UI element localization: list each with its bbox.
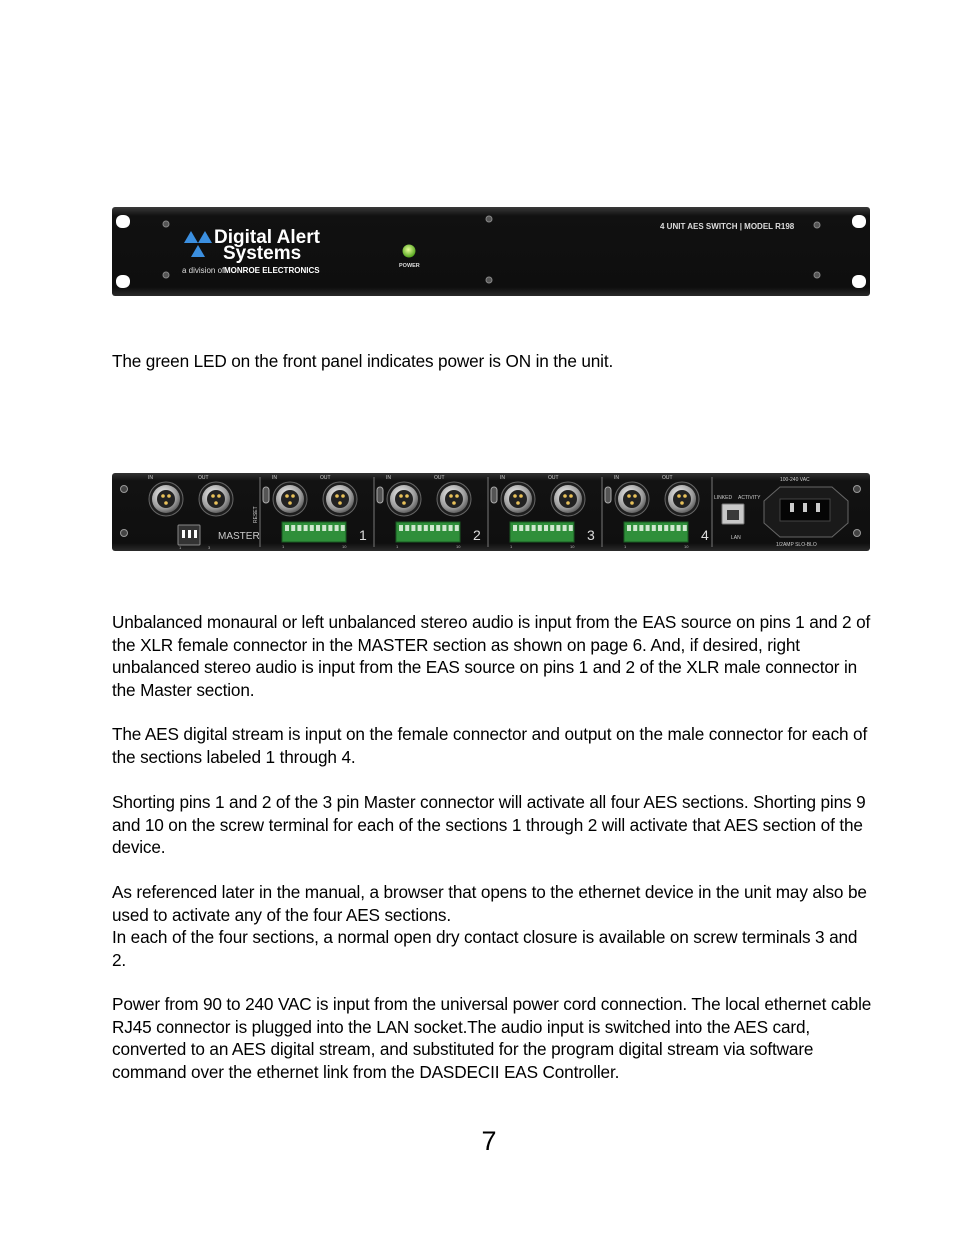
brand-line1: Digital Alert	[214, 227, 320, 248]
section-2-terminal-screw	[411, 525, 415, 531]
lan-activity-label: ACTIVITY	[738, 495, 761, 501]
section-4-terminal-screw	[683, 525, 687, 531]
section-3-terminal-screw	[556, 525, 560, 531]
front-panel-caption: The green LED on the front panel indicates power is ON in the unit.	[112, 351, 614, 371]
section-1-xlr-female-insert	[281, 490, 299, 508]
section-4-terminal-screw	[639, 525, 643, 531]
section-4-terminal-screw	[646, 525, 650, 531]
section-4-xlr-male-insert	[673, 490, 691, 508]
section-4-pin-end: 10	[684, 544, 689, 549]
section-2-terminal-screw	[436, 525, 440, 531]
section-4-xlr-female-pin-1	[627, 494, 631, 498]
master-xlr-male-pin-3	[214, 501, 218, 505]
section-1-number: 1	[359, 527, 367, 543]
section-1-terminal-screw	[297, 525, 301, 531]
rack-slot-bottom-right	[852, 275, 866, 288]
section-2-terminal-screw	[455, 525, 459, 531]
power-fuse-label: 1/2AMP SLO-BLO	[776, 542, 817, 548]
section-2-pin-end: 10	[456, 544, 461, 549]
section-3-out-label: OUT	[548, 475, 559, 481]
section-3-terminal-screw	[550, 525, 554, 531]
section-1-xlr-female-pin-1	[285, 494, 289, 498]
section-4-xlr-male-pin-3	[680, 501, 684, 505]
rack-slot-top-right	[852, 215, 866, 228]
power-led-icon	[403, 245, 416, 258]
section-1-xlr-male-pin-3	[338, 501, 342, 505]
lan-linked-label: LINKED	[714, 495, 733, 501]
section-2-terminal-screw	[424, 525, 428, 531]
section-4-terminal-screw	[633, 525, 637, 531]
section-1-terminal-screw	[322, 525, 326, 531]
section-3-xlr-female-insert	[509, 490, 527, 508]
section-3-xlr-male-insert	[559, 490, 577, 508]
section-4-xlr-female-insert	[623, 490, 641, 508]
rack-slot-bottom-left	[116, 275, 130, 288]
front-panel-image	[112, 207, 870, 296]
section-3-pin-start: 1	[510, 544, 513, 549]
master-pin-end: 3	[208, 545, 211, 550]
rack-slot-top-left	[116, 215, 130, 228]
section-2-terminal-screw	[449, 525, 453, 531]
section-4-terminal-screw	[664, 525, 668, 531]
section-3-xlr-female-pin-2	[519, 494, 523, 498]
section-4-xlr-female-pin-2	[633, 494, 637, 498]
section-3-pin-end: 10	[570, 544, 575, 549]
section-3-number: 3	[587, 527, 595, 543]
master-xlr-male-pin-1	[211, 494, 215, 498]
section-3-terminal-screw	[532, 525, 536, 531]
section-1-terminal-screw	[335, 525, 339, 531]
section-4-pin-start: 1	[624, 544, 627, 549]
paragraph-2: The AES digital stream is input on the female connector and output on the male connector for each of the sections labeled 1 through 4.	[112, 724, 868, 767]
section-2-xlr-male-pin-1	[449, 494, 453, 498]
section-4-terminal-screw	[627, 525, 631, 531]
section-2-terminal-screw	[430, 525, 434, 531]
section-2-pin-start: 1	[396, 544, 399, 549]
master-xlr-female-insert	[157, 490, 175, 508]
section-4-terminal-screw	[677, 525, 681, 531]
section-2-xlr-male-pin-3	[452, 501, 456, 505]
section-4-xlr-female-pin-3	[630, 501, 634, 505]
section-1-xlr-female-pin-3	[288, 501, 292, 505]
section-3-xlr-female-pin-3	[516, 501, 520, 505]
section-2-xlr-male-pin-2	[455, 494, 459, 498]
section-2-terminal-screw	[418, 525, 422, 531]
paragraph-5: In each of the four sections, a normal open dry contact closure is available on screw terminals 3 and 2.	[112, 927, 858, 970]
section-4-led-icon	[605, 487, 611, 503]
section-1-terminal-screw	[291, 525, 295, 531]
page-number: 7	[481, 1126, 497, 1156]
master-xlr-female-pin-3	[164, 501, 168, 505]
section-1-xlr-male-pin-2	[341, 494, 345, 498]
section-3-xlr-female-pin-1	[513, 494, 517, 498]
rear-panel-image	[112, 473, 870, 551]
section-1-xlr-male-insert	[331, 490, 349, 508]
section-1-led-icon	[263, 487, 269, 503]
division-name: MONROE ELECTRONICS	[224, 266, 320, 275]
section-2-xlr-female-pin-2	[405, 494, 409, 498]
model-label: 4 UNIT AES SWITCH | MODEL R198	[660, 222, 795, 231]
section-2-led-icon	[377, 487, 383, 503]
lan-label: LAN	[731, 535, 741, 541]
section-2-xlr-female-insert	[395, 490, 413, 508]
section-1-terminal-screw	[304, 525, 308, 531]
master-xlr-female-pin-1	[161, 494, 165, 498]
section-1-xlr-female-pin-2	[291, 494, 295, 498]
brand-line2: Systems	[223, 243, 302, 264]
section-4-xlr-male-pin-2	[683, 494, 687, 498]
section-4-out-label: OUT	[662, 475, 673, 481]
master-xlr-male-pin-2	[217, 494, 221, 498]
section-4-xlr-male-pin-1	[677, 494, 681, 498]
paragraph-6: Power from 90 to 240 VAC is input from the universal power cord connection. The local ethernet cable RJ45 connector is plugged into the LAN socket.The audio input is switched into the AES card, converted to an AES digital stream, and substituted for the program digital stream via software command over the ethernet link from the DASDECII EAS Controller.	[112, 994, 872, 1082]
master-xlr-female-pin-2	[167, 494, 171, 498]
section-1-terminal-screw	[316, 525, 320, 531]
master-pin-start: 1	[179, 545, 182, 550]
section-4-number: 4	[701, 527, 709, 543]
reset-label: RESET	[253, 506, 259, 523]
section-2-terminal-screw	[399, 525, 403, 531]
section-1-terminal-screw	[310, 525, 314, 531]
master-xlr-male-insert	[207, 490, 225, 508]
section-3-xlr-male-pin-2	[569, 494, 573, 498]
section-2-out-label: OUT	[434, 475, 445, 481]
master-in-label: IN	[148, 475, 153, 481]
power-voltage-label: 100-240 VAC	[780, 477, 810, 483]
section-3-terminal-screw	[563, 525, 567, 531]
power-label: POWER	[399, 263, 420, 269]
section-2-terminal-screw	[442, 525, 446, 531]
section-1-pin-end: 10	[342, 544, 347, 549]
section-1-out-label: OUT	[320, 475, 331, 481]
section-3-terminal-screw	[544, 525, 548, 531]
section-1-terminal-screw	[341, 525, 345, 531]
section-3-terminal-screw	[513, 525, 517, 531]
section-3-terminal-screw	[519, 525, 523, 531]
section-3-xlr-male-pin-3	[566, 501, 570, 505]
paragraph-3: Shorting pins 1 and 2 of the 3 pin Master connector will activate all four AES sections. Shorting pins 9 and 10 on the screw terminal for each of the sections 1 through 2 will activate that AES section of the device.	[112, 792, 866, 858]
section-3-xlr-male-pin-1	[563, 494, 567, 498]
paragraph-1: Unbalanced monaural or left unbalanced stereo audio is input from the EAS source on pins 1 and 2 of the XLR female connector in the MASTER section as shown on page 6. And, if desired, right unbalanced stereo audio is input from the EAS source on pins 1 and 2 of the XLR male connector in the Master section.	[112, 612, 871, 700]
section-3-in-label: IN	[500, 475, 505, 481]
section-2-xlr-male-insert	[445, 490, 463, 508]
section-4-terminal-screw	[670, 525, 674, 531]
section-1-pin-start: 1	[282, 544, 285, 549]
section-4-terminal-screw	[652, 525, 656, 531]
section-1-terminal-screw	[328, 525, 332, 531]
section-2-xlr-female-pin-3	[402, 501, 406, 505]
section-3-terminal-screw	[525, 525, 529, 531]
division-prefix: a division of	[182, 266, 225, 275]
paragraph-4: As referenced later in the manual, a browser that opens to the ethernet device in the unit may also be used to activate any of the four AES sections.	[112, 882, 867, 925]
master-label: MASTER	[218, 531, 260, 542]
section-4-terminal-screw	[658, 525, 662, 531]
section-2-xlr-female-pin-1	[399, 494, 403, 498]
section-2-terminal-screw	[405, 525, 409, 531]
section-4-in-label: IN	[614, 475, 619, 481]
master-out-label: OUT	[198, 475, 209, 481]
section-2-number: 2	[473, 527, 481, 543]
section-3-terminal-screw	[569, 525, 573, 531]
section-1-terminal-screw	[285, 525, 289, 531]
section-3-led-icon	[491, 487, 497, 503]
section-3-terminal-screw	[538, 525, 542, 531]
section-1-in-label: IN	[272, 475, 277, 481]
section-2-in-label: IN	[386, 475, 391, 481]
section-1-xlr-male-pin-1	[335, 494, 339, 498]
